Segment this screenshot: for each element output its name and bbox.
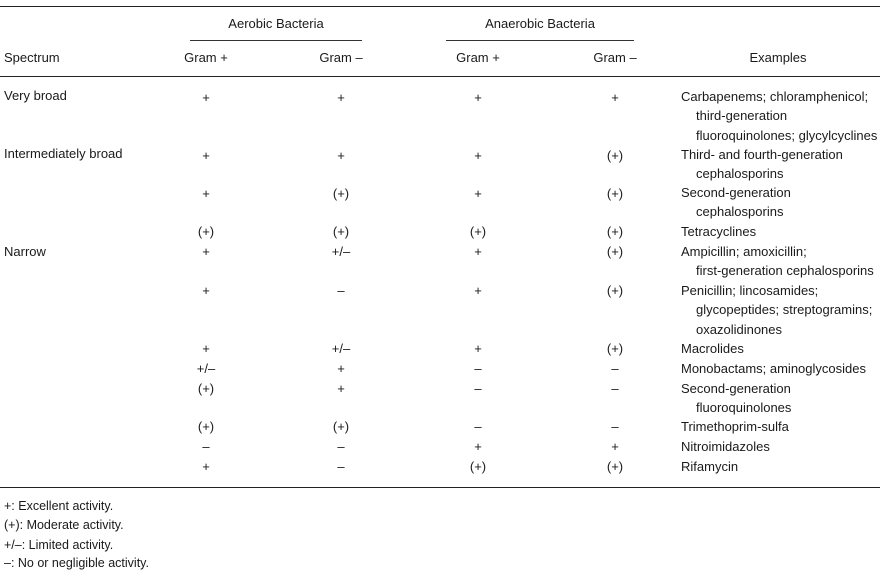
aerobic-gram-positive-cell: + — [202, 283, 210, 298]
spectrum-cell: Narrow — [4, 244, 46, 259]
examples-cell — [681, 437, 770, 456]
examples-line: Third- and fourth-generation — [681, 147, 843, 162]
anaerobic-gram-positive-cell: + — [474, 148, 482, 163]
anaerobic-gram-negative-cell: (+) — [606, 186, 624, 201]
aerobic-gram-negative-cell: +/– — [331, 341, 351, 356]
examples-line: cephalosporins — [696, 166, 784, 182]
aerobic-gram-positive-cell: (+) — [197, 419, 215, 434]
anaerobic-gram-positive-cell: + — [474, 439, 482, 454]
header-aerobic-gram-positive: Gram + — [184, 50, 228, 65]
spectrum-cell: Very broad — [4, 88, 67, 103]
examples-line: Trimethoprim-sulfa — [681, 419, 789, 434]
anaerobic-gram-negative-cell: (+) — [606, 283, 624, 298]
anaerobic-gram-positive-cell: – — [474, 419, 482, 434]
aerobic-gram-negative-cell: + — [337, 361, 345, 376]
examples-line: glycopeptides; streptogramins; — [696, 302, 873, 318]
aerobic-gram-positive-cell: + — [202, 186, 210, 201]
aerobic-underline — [190, 40, 362, 41]
examples-cell — [681, 379, 791, 418]
anaerobic-gram-negative-cell: – — [611, 361, 619, 376]
header-aerobic-bacteria: Aerobic Bacteria — [228, 16, 324, 31]
aerobic-gram-positive-cell: + — [202, 341, 210, 356]
aerobic-gram-positive-cell: + — [202, 90, 210, 105]
examples-line: Nitroimidazoles — [681, 439, 770, 454]
anaerobic-gram-positive-cell: – — [474, 361, 482, 376]
examples-cell — [681, 87, 877, 145]
examples-cell — [681, 359, 866, 378]
header-anaerobic-bacteria: Anaerobic Bacteria — [485, 16, 595, 31]
examples-cell — [681, 222, 756, 241]
examples-line: Second-generation — [681, 381, 791, 396]
examples-line: Monobactams; aminoglycosides — [681, 361, 866, 376]
bottom-rule — [0, 487, 880, 488]
anaerobic-gram-negative-cell: (+) — [606, 244, 624, 259]
examples-cell — [681, 417, 789, 436]
legend-item: +/–: Limited activity. — [4, 538, 114, 552]
examples-line: Penicillin; lincosamides; — [681, 283, 819, 298]
aerobic-gram-positive-cell: + — [202, 148, 210, 163]
header-anaerobic-gram-negative: Gram – — [593, 50, 637, 65]
examples-line: cephalosporins — [696, 204, 784, 220]
examples-cell — [681, 339, 744, 358]
legend-item: –: No or negligible activity. — [4, 556, 149, 570]
anaerobic-gram-positive-cell: (+) — [469, 459, 487, 474]
examples-line: Second-generation — [681, 185, 791, 200]
anaerobic-gram-negative-cell: (+) — [606, 341, 624, 356]
aerobic-gram-negative-cell: – — [337, 459, 345, 474]
aerobic-gram-negative-cell: (+) — [332, 186, 350, 201]
aerobic-gram-negative-cell: + — [337, 148, 345, 163]
header-anaerobic-gram-positive: Gram + — [456, 50, 500, 65]
examples-line: Rifamycin — [681, 459, 739, 474]
examples-cell — [681, 183, 791, 222]
legend-item: (+): Moderate activity. — [4, 518, 124, 532]
aerobic-gram-negative-cell: (+) — [332, 224, 350, 239]
spectrum-cell: Intermediately broad — [4, 146, 123, 161]
examples-cell — [681, 242, 874, 281]
aerobic-gram-positive-cell: – — [202, 439, 210, 454]
anaerobic-gram-negative-cell: + — [611, 90, 619, 105]
examples-line: Carbapenems; chloramphenicol; — [681, 89, 869, 104]
aerobic-gram-negative-cell: – — [337, 439, 345, 454]
anaerobic-gram-negative-cell: (+) — [606, 459, 624, 474]
anaerobic-gram-positive-cell: – — [474, 381, 482, 396]
examples-line: fluoroquinolones; glycylcyclines — [696, 127, 878, 143]
anaerobic-gram-positive-cell: + — [474, 283, 482, 298]
examples-line: fluoroquinolones — [696, 400, 792, 416]
anaerobic-gram-negative-cell: – — [611, 419, 619, 434]
header-examples: Examples — [749, 50, 807, 65]
examples-cell — [681, 145, 843, 184]
anaerobic-gram-negative-cell: (+) — [606, 224, 624, 239]
aerobic-gram-positive-cell: (+) — [197, 381, 215, 396]
examples-line: oxazolidinones — [696, 321, 783, 337]
anaerobic-gram-negative-cell: (+) — [606, 148, 624, 163]
anaerobic-gram-positive-cell: + — [474, 341, 482, 356]
anaerobic-gram-positive-cell: (+) — [469, 224, 487, 239]
header-rule — [0, 76, 880, 77]
aerobic-gram-negative-cell: + — [337, 90, 345, 105]
aerobic-gram-positive-cell: (+) — [197, 224, 215, 239]
examples-line: Macrolides — [681, 341, 744, 356]
anaerobic-underline — [446, 40, 634, 41]
examples-line: third-generation — [696, 108, 788, 124]
examples-line: Ampicillin; amoxicillin; — [681, 244, 807, 259]
aerobic-gram-negative-cell: +/– — [331, 244, 351, 259]
aerobic-gram-negative-cell: (+) — [332, 419, 350, 434]
top-rule — [0, 6, 880, 7]
anaerobic-gram-positive-cell: + — [474, 244, 482, 259]
header-spectrum: Spectrum — [4, 50, 60, 65]
anaerobic-gram-negative-cell: – — [611, 381, 619, 396]
aerobic-gram-positive-cell: + — [202, 244, 210, 259]
anaerobic-gram-positive-cell: + — [474, 90, 482, 105]
examples-cell — [681, 281, 872, 339]
aerobic-gram-positive-cell: + — [202, 459, 210, 474]
aerobic-gram-positive-cell: +/– — [196, 361, 216, 376]
aerobic-gram-negative-cell: + — [337, 381, 345, 396]
examples-line: first-generation cephalosporins — [696, 263, 874, 279]
anaerobic-gram-negative-cell: + — [611, 439, 619, 454]
legend-item: +: Excellent activity. — [4, 499, 114, 513]
header-aerobic-gram-negative: Gram – — [319, 50, 363, 65]
aerobic-gram-negative-cell: – — [337, 283, 345, 298]
anaerobic-gram-positive-cell: + — [474, 186, 482, 201]
examples-cell — [681, 457, 738, 476]
examples-line: Tetracyclines — [681, 224, 757, 239]
